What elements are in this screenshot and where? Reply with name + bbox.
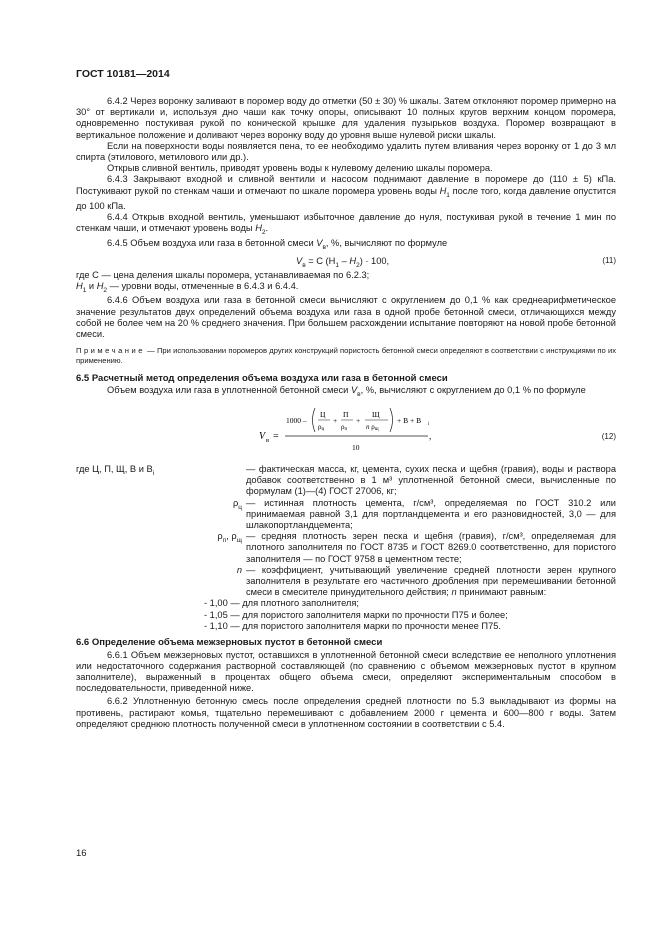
page-body bbox=[76, 96, 616, 730]
f12-den: 10 bbox=[352, 443, 360, 453]
document-header: ГОСТ 10181—2014 bbox=[76, 68, 170, 80]
paragraph-6-4-3: 6.4.3 Закрывают входной и сливной вентили и насосом поднимают давление в поромере до (110 ± 5) кПа. Постукивают рукой по стенкам чаши и отмечают по шкале поромера уровень воды $H_1$ после того, когда давление опустится до 100 кПа. bbox=[76, 174, 617, 211]
formula-12-graphic bbox=[76, 406, 616, 462]
paragraph-6-6-1: 6.6.1 Объем межзерновых пустот, оставшихся в уплотненной бетонной смеси вследствие ее неполного уплотнения или недостаточного содержания растворной составляющей (по сравнению с объемом межзерновых пустот в крупном заполнителе), выраженный в процентах общего объема смеси, определяют экспериментальным способом в последовательности, приведенной ниже. bbox=[76, 649, 616, 694]
f12-c: Ц bbox=[320, 410, 326, 420]
definitions bbox=[76, 464, 616, 632]
heading-6-6: 6.6 Определение объема межзерновых пустот в бетонной смеси bbox=[76, 637, 383, 649]
svg-text:V: V bbox=[259, 431, 266, 443]
svg-text:=: = bbox=[273, 431, 279, 443]
note: Примечание — При использовании поромеров других конструкций пористость бетонной смеси определяют в соответствии с инструкциями по их применению. bbox=[76, 346, 616, 365]
svg-text:ρп: ρп bbox=[341, 423, 348, 433]
f12-p: П bbox=[343, 410, 349, 420]
svg-text:,: , bbox=[429, 431, 432, 442]
formula-12-number: (12) bbox=[601, 432, 616, 442]
formula-12 bbox=[76, 406, 616, 464]
paragraph-6-6-2: 6.6.2 Уплотненную бетонную смесь после определения средней плотности по 5.3 выкладывают из формы на противень, растирают комья, тщательно перемешивают с добавлением 2000 г цемента и 600—800 г воды. Затем определяют среднюю плотность полученной смеси в уплотненном состоянии в соответствии с 5.4. bbox=[76, 696, 616, 729]
svg-text:+: + bbox=[333, 416, 338, 426]
svg-text:в: в bbox=[266, 437, 270, 445]
paragraph-6-4-6: 6.4.6 Объем воздуха или газа в бетонной смеси вычисляют с округлением до 0,1 % как среднеарифметическое значение результатов двух определений объема воздуха или газа в одной пробе бетонной смеси, отличающихся между собой не более чем на 20 % среднего значения. При большем расхождении испытание повторяют на новой пробе бетонной смеси. bbox=[76, 295, 616, 340]
formula-11-number: (11) bbox=[602, 256, 616, 266]
paragraph-6-5: Объем воздуха или газа в уплотненной бетонной смеси $V_в$, %, вычисляют с округлением до 0,1 % по формуле bbox=[107, 384, 586, 398]
where-c: где С — цена деления шкалы поромера, устанавливаемая по 6.2.3; bbox=[76, 270, 370, 281]
bullet-3: - 1,10 — для пористого заполнителя марки по прочности менее П75. bbox=[204, 620, 502, 631]
f12-sh: Щ bbox=[372, 410, 380, 420]
svg-text:n ρщ: n ρщ bbox=[366, 423, 379, 433]
paragraph-6-4-2: 6.4.2 Через воронку заливают в поромер воду до отметки (50 ± 30) % шкалы. Затем отклоняют поромер примерно на 30° от вертикали и, используя дно чаши как точку опоры, описывают 10 полных кругов верхним концом поромера, одновременно постукивая рукой по конической крышке для удаления пузырьков воздуха. Поромер возвращают в вертикальное положение и доливают через воронку воду до уровня выше нулевой риски шкалы. bbox=[76, 96, 616, 140]
page-number: 16 bbox=[76, 848, 87, 859]
svg-text:ρц: ρц bbox=[318, 423, 325, 433]
bullet-2: - 1,05 — для пористого заполнителя марки по прочности П75 и более; bbox=[204, 609, 508, 620]
f12-tail: + В + В bbox=[397, 416, 422, 426]
where-h: $H_1$ и $H_2$ — уровни воды, отмеченные в 6.4.3 и 6.4.4. bbox=[76, 281, 299, 295]
definition-rho-c: $\rho_ц$ — истинная плотность цемента, г/см³, определяемая по ГОСТ 310.2 или принимаемая равной 3,1 для портландцемента и его разновидностей, 3,0 — для шлакопортландцемента; bbox=[232, 497, 616, 531]
definition-n: n — коэффициент, учитывающий увеличение средней плотности зерен крупного заполнителя в результате его частичного дробления при перемешивании бетонной смеси в смесителе принудительного действия; n принимают равным: bbox=[236, 564, 616, 598]
definition-masses: где Ц, П, Щ, В и $В_i$ — фактическая масса, кг, цемента, сухих песка и щебня (гравия), воды и раствора добавок соответственно в 1 м³ уплотненной бетонной смеси, вычисленные по формулам (1)—(4) ГОСТ 27006, кг; bbox=[76, 464, 616, 497]
bullet-1: - 1,00 — для плотного заполнителя; bbox=[204, 598, 359, 609]
formula-11: $V_в = С$ $(H_1 - H_2) \cdot 100$, (11) bbox=[296, 256, 616, 270]
heading-6-5: 6.5 Расчетный метод определения объема воздуха или газа в бетонной смеси bbox=[76, 373, 448, 385]
f12-1000: 1000 – bbox=[286, 416, 307, 426]
svg-text:i: i bbox=[428, 422, 430, 428]
definition-rho-p-sh: $\rho_п$, $\rho_щ$ — средняя плотность зерен песка и щебня (гравия), г/см³, определяемая для плотного заполнителя по ГОСТ 8735 и ГОСТ 8269.0 соответственно, для пористого заполнителя — по ГОСТ 9758 в цементном тесте; bbox=[217, 531, 616, 564]
svg-text:+: + bbox=[356, 416, 361, 426]
paragraph-6-4-4: 6.4.4 Открыв входной вентиль, уменьшают избыточное давление до нуля, постукивая рукой в течение 1 мин по стенкам чаши, и отмечают уровень воды $H_2$. bbox=[76, 211, 616, 236]
paragraph-foam: Если на поверхности воды появляется пена, то ее необходимо удалить путем вливания через воронку от 1 до 3 мл спирта (этилового, метилового или др.). bbox=[76, 140, 616, 163]
paragraph-6-4-5: 6.4.5 Объем воздуха или газа в бетонной смеси $V_в$, %, вычисляют по формуле bbox=[107, 238, 448, 252]
paragraph-valve: Открыв сливной вентиль, приводят уровень воды к нулевому делению шкалы поромера. bbox=[107, 163, 493, 174]
